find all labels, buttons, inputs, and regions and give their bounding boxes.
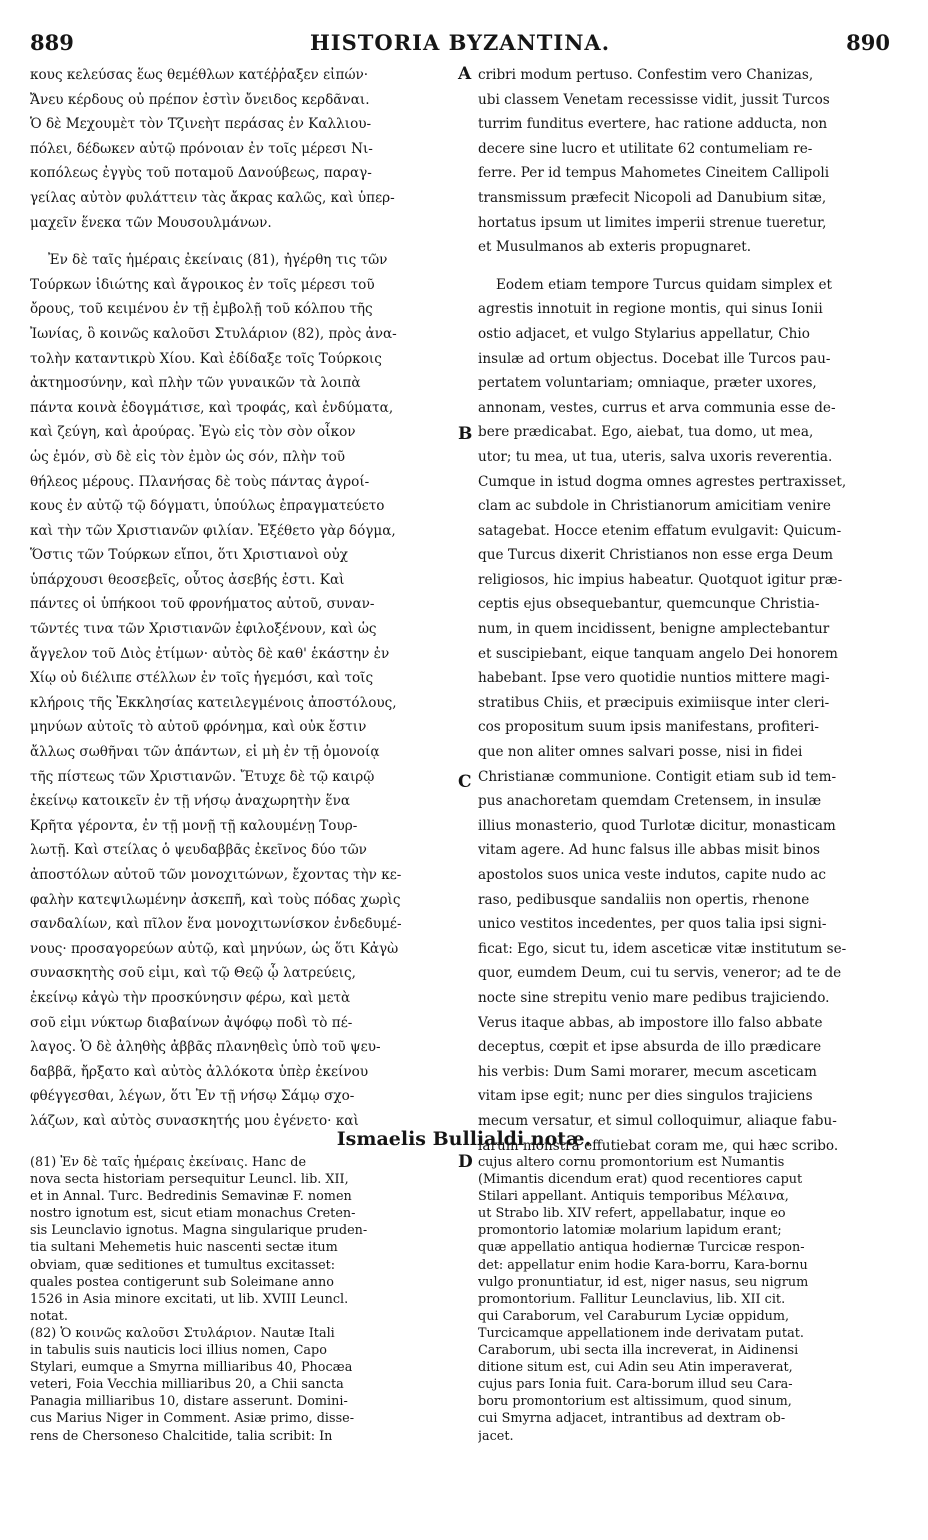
- note-line: cujus pars Ionia fuit. Cara-borum illud seu Cara-: [478, 1377, 793, 1393]
- greek-text-line: φθέγγεσθαι, λέγων, ὅτι Ἐν τῇ νήσῳ Σάμῳ σχο-: [30, 1088, 355, 1105]
- note-line: (81) Ἐν δὲ ταῖς ἡμέραις ἐκείναις. Hanc de: [30, 1155, 307, 1170]
- margin-marker-b: B: [458, 424, 473, 444]
- notes-title: Ismaelis Bullialdi notæ.: [336, 1128, 592, 1150]
- greek-text-line: ὑπάρχουσι θεοσεβεῖς, οὗτος ἀσεβής ἐστι. Καὶ: [30, 571, 345, 588]
- greek-text-line: ὡς ἐμόν, σὺ δὲ εἰς τὸν ἐμὸν ὡς σόν, πλὴν τοῦ: [30, 448, 346, 465]
- note-line: Stilari appellant. Antiquis temporibus Μέλαινα,: [478, 1189, 789, 1205]
- latin-text-line: larum monstra effutiebat coram me, qui hæc scribo.: [478, 1137, 839, 1154]
- note-line: quæ appellatio antiqua hodiernæ Turcicæ respon-: [478, 1240, 805, 1256]
- greek-text-line: Ἰωνίας, ὃ κοινῶς καλοῦσι Στυλάριον (82), πρὸς ἀνα-: [30, 325, 397, 342]
- note-line: Caraborum, ubi secta illa increverat, in Aidinensi: [478, 1343, 799, 1359]
- greek-text-line: Ἄνευ κέρδους οὐ πρέπον ἐστὶν ὄνειδος κερδᾶναι.: [30, 91, 370, 108]
- greek-text-line: ἄλλως σωθῆναι τῶν ἁπάντων, εἰ μὴ ἐν τῇ ὁμονοίᾳ: [30, 744, 380, 761]
- note-line: notat.: [30, 1308, 68, 1324]
- latin-text-line: clam ac subdole in Christianorum amicitiam venire: [478, 498, 831, 515]
- note-line: promontorio latomiæ molarium lapidum erant;: [478, 1223, 782, 1239]
- latin-text-line: raso, pedibusque sandaliis non opertis, rhenone: [478, 891, 810, 908]
- note-line: nostro ignotum est, sicut etiam monachus Creten-: [30, 1206, 356, 1222]
- note-line: tia sultani Mehemetis huic nascenti sectæ itum: [30, 1240, 338, 1256]
- note-line: sis Leunclavio ignotus. Magna singularique pruden-: [30, 1223, 368, 1239]
- note-line: et in Annal. Turc. Bedredinis Semavinæ F. nomen: [30, 1189, 352, 1205]
- latin-text-line: quor, eumdem Deum, cui tu servis, veneror; ad te de: [478, 965, 842, 982]
- latin-text-line: ostio adjacet, et vulgo Stylarius appellatur, Chio: [478, 325, 810, 342]
- latin-text-line: cos propositum suum ipsis manifestans, profiteri-: [478, 719, 819, 736]
- greek-text-line: Κρῆτα γέροντα, ἐν τῇ μονῇ τῇ καλουμένῃ Τουρ-: [30, 817, 358, 834]
- note-line: 1526 in Asia minore excitati, ut lib. XVIII Leuncl.: [30, 1291, 349, 1307]
- note-line: promontorium. Fallitur Leunclavius, lib. XII cit.: [478, 1291, 786, 1307]
- note-line: det: appellatur enim hodie Kara-borru, Kara-bornu: [478, 1257, 808, 1273]
- latin-text-line: vitam agere. Ad hunc falsus ille abbas misit binos: [478, 842, 821, 859]
- page-number-right: 890: [846, 30, 890, 55]
- latin-text-line: et suscipiebant, eique tanquam angelo Dei honorem: [478, 645, 838, 662]
- latin-text-line: ferre. Per id tempus Mahometes Cineitem Callipoli: [478, 165, 830, 182]
- latin-text-line: ubi classem Venetam recessisse vidit, jussit Turcos: [478, 91, 830, 108]
- latin-text-line: pertatem voluntariam; omniaque, præter uxores,: [478, 375, 817, 392]
- greek-text-line: μηνύων αὐτοῖς τὸ αὐτοῦ φρόνημα, καὶ οὐκ ἔστιν: [30, 719, 367, 736]
- greek-text-line: θήλεος μέρους. Πλανήσας δὲ τοὺς πάντας ἀγροί-: [30, 473, 370, 490]
- note-line: quales postea contigerunt sub Soleimane anno: [30, 1274, 334, 1290]
- greek-text-line: πόλει, δέδωκεν αὐτῷ πρόνοιαν ἐν τοῖς μέρεσι Νι-: [30, 140, 373, 157]
- latin-text-line: habebant. Ipse vero quotidie nuntios mittere magi-: [478, 670, 830, 687]
- greek-text-line: ἄγγελον τοῦ Διὸς ἐτίμων· αὐτὸς δὲ καθ' ἑκάστην ἐν: [30, 645, 390, 662]
- greek-text-line: συνασκητὴς σοῦ εἰμι, καὶ τῷ Θεῷ ᾧ λατρεύεις,: [30, 965, 356, 982]
- note-line: cus Marius Niger in Comment. Asiæ primo, disse-: [30, 1411, 355, 1427]
- greek-text-line: τῆς πίστεως τῶν Χριστιανῶν. Ἔτυχε δὲ τῷ καιρῷ: [30, 768, 375, 785]
- latin-text-line: Verus itaque abbas, ab impostore illo falso abbate: [478, 1014, 823, 1031]
- greek-text-line: κους ἐν αὐτῷ τῷ δόγματι, ὑπούλως ἐπραγματεύετο: [30, 498, 385, 515]
- greek-text-line: φαλὴν κατεψιλωμένην ἀσκεπῆ, καὶ τοὺς πόδας χωρὶς: [30, 891, 401, 908]
- greek-text-line: νους· προσαγορεύων αὐτῷ, καὶ μηνύων, ὡς ὅτι Κἀγὼ: [30, 940, 399, 957]
- latin-text-line: annonam, vestes, currus et arva communia esse de-: [478, 399, 836, 416]
- note-line: nova secta historiam persequitur Leuncl. lib. XII,: [30, 1172, 349, 1188]
- latin-column: [478, 63, 892, 1158]
- greek-text-line: κους κελεύσας ἕως θεμέθλων κατέῤῥαξεν εἰπών·: [30, 67, 369, 83]
- latin-text-line: religiosos, hic impius habeatur. Quotquot igitur præ-: [478, 571, 843, 588]
- notes-right-column: [478, 1154, 892, 1445]
- greek-text-line: Ὅστις τῶν Τούρκων εἴποι, ὅτι Χριστιανοὶ οὐχ: [30, 547, 348, 564]
- latin-text-line: cribri modum pertuso. Confestim vero Chanizas,: [478, 67, 814, 83]
- latin-paragraph-2: [478, 273, 892, 1158]
- greek-text-line: κλήροις τῆς Ἐκκλησίας κατειλεγμένοις ἀποστόλους,: [30, 694, 397, 711]
- greek-paragraph-1: [30, 63, 454, 235]
- latin-text-line: transmissum præfecit Nicopoli ad Danubium sitæ,: [478, 189, 827, 206]
- latin-paragraph-1: [478, 63, 892, 260]
- latin-text-line: Christianæ communione. Contigit etiam sub id tem-: [478, 768, 837, 785]
- page-number-left: 889: [30, 30, 74, 55]
- running-title: HISTORIA BYZANTINA.: [309, 30, 611, 55]
- note-line: cujus altero cornu promontorium est Numantis: [478, 1155, 785, 1170]
- note-line: rens de Chersoneso Chalcitide, talia scribit: In: [30, 1428, 333, 1444]
- greek-text-line: ἐκείνῳ κατοικεῖν ἐν τῇ νήσῳ ἀναχωρητὴν ἕνα: [30, 793, 351, 810]
- greek-text-line: πάντες οἱ ὑπήκοοι τοῦ φρονήματος αὐτοῦ, συναν-: [30, 596, 375, 613]
- latin-text-line: et Musulmanos ab exteris propugnaret.: [478, 239, 752, 256]
- latin-text-line: turrim funditus evertere, hac ratione adducta, non: [478, 116, 828, 133]
- note-line: ut Strabo lib. XIV refert, appellabatur, inque eo: [478, 1206, 786, 1222]
- latin-text-line: his verbis: Dum Sami morarer, mecum asceticam: [478, 1063, 817, 1080]
- greek-paragraph-2: [30, 248, 454, 1133]
- running-header: [30, 30, 890, 58]
- latin-text-line: nocte sine strepitu venio mare pedibus trajiciendo.: [478, 989, 830, 1006]
- latin-text-line: unico vestitos incedentes, per quos talia ipsi signi-: [478, 916, 827, 933]
- greek-text-line: πάντα κοινὰ ἐδογμάτισε, καὶ τροφάς, καὶ ἐνδύματα,: [30, 399, 394, 416]
- greek-text-line: τῶντές τινα τῶν Χριστιανῶν ἐφιλοξένουν, καὶ ὡς: [30, 621, 377, 638]
- latin-text-line: stratibus Chiis, et præcipuis eximiisque inter cleri-: [478, 694, 830, 711]
- note-line: cui Smyrna adjacet, intrantibus ad dextram ob-: [478, 1411, 786, 1427]
- latin-text-line: que Turcus dixerit Christianos non esse erga Deum: [478, 547, 833, 564]
- greek-text-line: ἀκτημοσύνην, καὶ πλὴν τῶν γυναικῶν τὰ λοιπὰ: [30, 375, 361, 392]
- note-line: in tabulis suis nauticis loci illius nomen, Capo: [30, 1343, 327, 1359]
- latin-text-line: ficat: Ego, sicut tu, idem asceticæ vitæ institutum se-: [478, 940, 847, 957]
- latin-text-line: illius monasterio, quod Turlotæ dicitur, monasticam: [478, 817, 836, 834]
- latin-text-line: ceptis ejus obsequebantur, quemcunque Christia-: [478, 596, 820, 613]
- note-line: jacet.: [478, 1428, 514, 1444]
- margin-marker-d: D: [458, 1152, 473, 1172]
- latin-text-line: pus anachoretam quemdam Cretensem, in insulæ: [478, 793, 822, 810]
- greek-text-line: σανδαλίων, καὶ πῖλον ἕνα μονοχιτωνίσκον ἐνδεδυμέ-: [30, 916, 402, 933]
- note-line: Panagia milliaribus 10, distare asserunt. Domini-: [30, 1394, 348, 1410]
- latin-text-line: agrestis innotuit in regione montis, qui sinus Ionii: [478, 301, 823, 318]
- greek-text-line: ἐκείνῳ κἀγὼ τὴν προσκύνησιν φέρω, καὶ μετὰ: [30, 989, 351, 1006]
- greek-text-line: σοῦ εἰμι νύκτωρ διαβαίνων ἀψόφῳ ποδὶ τὸ πέ-: [30, 1014, 353, 1031]
- greek-text-line: λαγος. Ὁ δὲ ἀληθὴς ἀββᾶς πλανηθεὶς ὑπὸ τοῦ ψευ-: [30, 1039, 381, 1056]
- greek-text-line: λωτῇ. Καὶ στείλας ὁ ψευδαββᾶς ἐκεῖνος δύο τῶν: [30, 842, 367, 859]
- latin-text-line: Cumque in istud dogma omnes agrestes pertraxisset,: [478, 473, 847, 490]
- latin-text-line: apostolos suos unica veste indutos, capite nudo ac: [478, 867, 826, 883]
- greek-text-line: Τούρκων ἰδιώτης καὶ ἄγροικος ἐν τοῖς μέρεσι τοῦ: [30, 276, 375, 293]
- latin-text-line: utor; tu mea, ut tua, uteris, salva uxoris reverentia.: [478, 448, 833, 465]
- greek-text-line: κοπόλεως ἐγγὺς τοῦ ποταμοῦ Δανούβεως, παραγ-: [30, 165, 372, 182]
- latin-text-line: deceptus, cœpit et ipse absurda de illo prædicare: [478, 1039, 822, 1056]
- greek-text-line: τολὴν καταντικρὺ Χίου. Καὶ ἐδίδαξε τοῖς Τούρκοις: [30, 350, 382, 367]
- latin-text-line: Eodem etiam tempore Turcus quidam simplex et: [496, 276, 832, 293]
- latin-text-line: num, in quem incidissent, benigne amplectebantur: [478, 621, 830, 638]
- note-line: ditione situm est, cui Adin seu Atin imperaverat,: [478, 1360, 793, 1376]
- note-line: (82) Ὁ κοινῶς καλοῦσι Στυλάριον. Nautæ Itali: [30, 1325, 335, 1341]
- greek-text-line: λάζων, καὶ αὐτὸς συνασκητής μου ἐγένετο· καὶ: [30, 1112, 359, 1129]
- note-line: (Mimantis dicendum erat) quod recentiores caput: [478, 1172, 803, 1188]
- note-line: obviam, quæ seditiones et tumultus excitasset:: [30, 1257, 336, 1273]
- note-line: Stylari, eumque a Smyrna milliaribus 40, Phocæa: [30, 1360, 353, 1376]
- greek-text-line: γείλας αὐτὸν φυλάττειν τὰς ἄκρας καλῶς, καὶ ὑπερ-: [30, 189, 395, 206]
- greek-text-line: καὶ τὴν τῶν Χριστιανῶν φιλίαν. Ἐξέθετο γὰρ δόγμα,: [30, 522, 396, 539]
- latin-text-line: insulæ ad ortum objectus. Docebat ille Turcos pau-: [478, 350, 831, 367]
- note-line: boru promontorium est altissimum, quod sinum,: [478, 1394, 792, 1410]
- latin-text-line: mecum versatur, et simul colloquimur, aliaque fabu-: [478, 1112, 837, 1129]
- greek-text-line: ὄρους, τοῦ κειμένου ἐν τῇ ἐμβολῇ τοῦ κόλπου τῆς: [30, 301, 373, 318]
- margin-marker-a: A: [458, 64, 472, 84]
- notes-left-column: [30, 1154, 448, 1445]
- greek-text-line: Χίῳ οὐ διέλιπε στέλλων ἐν τοῖς ἡγεμόσι, καὶ τοῖς: [30, 670, 374, 687]
- latin-text-line: que non aliter omnes salvari posse, nisi in fidei: [478, 744, 803, 761]
- note-line: vulgo pronuntiatur, id est, niger nasus, seu nigrum: [478, 1274, 809, 1290]
- latin-text-line: satagebat. Hocce etenim effatum evulgavit: Quicum-: [478, 522, 842, 539]
- latin-text-line: bere prædicabat. Ego, aiebat, tua domo, ut mea,: [478, 424, 814, 441]
- greek-column: [30, 63, 454, 1134]
- greek-text-line: Ὁ δὲ Μεχουμὲτ τὸν Τζινεὴτ περάσας ἐν Καλλιου-: [30, 116, 372, 133]
- latin-text-line: vitam ipse egit; nunc per dies singulos trajiciens: [478, 1088, 813, 1105]
- greek-text-line: Ἐν δὲ ταῖς ἡμέραις ἐκείναις (81), ἠγέρθη τις τῶν: [48, 252, 388, 269]
- margin-marker-c: C: [458, 772, 472, 792]
- greek-text-line: ἀποστόλων αὐτοῦ τῶν μονοχιτώνων, ἔχοντας τὴν κε-: [30, 867, 402, 883]
- latin-text-line: decere sine lucro et utilitate 62 contumeliam re-: [478, 140, 813, 157]
- greek-text-line: καὶ ζεύγη, καὶ ἀρούρας. Ἐγὼ εἰς τὸν σὸν οἶκον: [30, 424, 356, 441]
- note-line: veteri, Foia Vecchia milliaribus 20, a Chii sancta: [30, 1377, 344, 1393]
- greek-text-line: δαββᾶ, ἤρξατο καὶ αὐτὸς ἀλλόκοτα ὑπὲρ ἐκείνου: [30, 1063, 369, 1080]
- greek-text-line: μαχεῖν ἕνεκα τῶν Μουσουλμάνων.: [30, 214, 272, 231]
- note-line: Turcicamque appellationem inde derivatam putat.: [478, 1325, 804, 1341]
- latin-text-line: hortatus ipsum ut limites imperii strenue tueretur,: [478, 214, 827, 231]
- note-line: qui Caraborum, vel Caraburum Lyciæ oppidum,: [478, 1308, 790, 1324]
